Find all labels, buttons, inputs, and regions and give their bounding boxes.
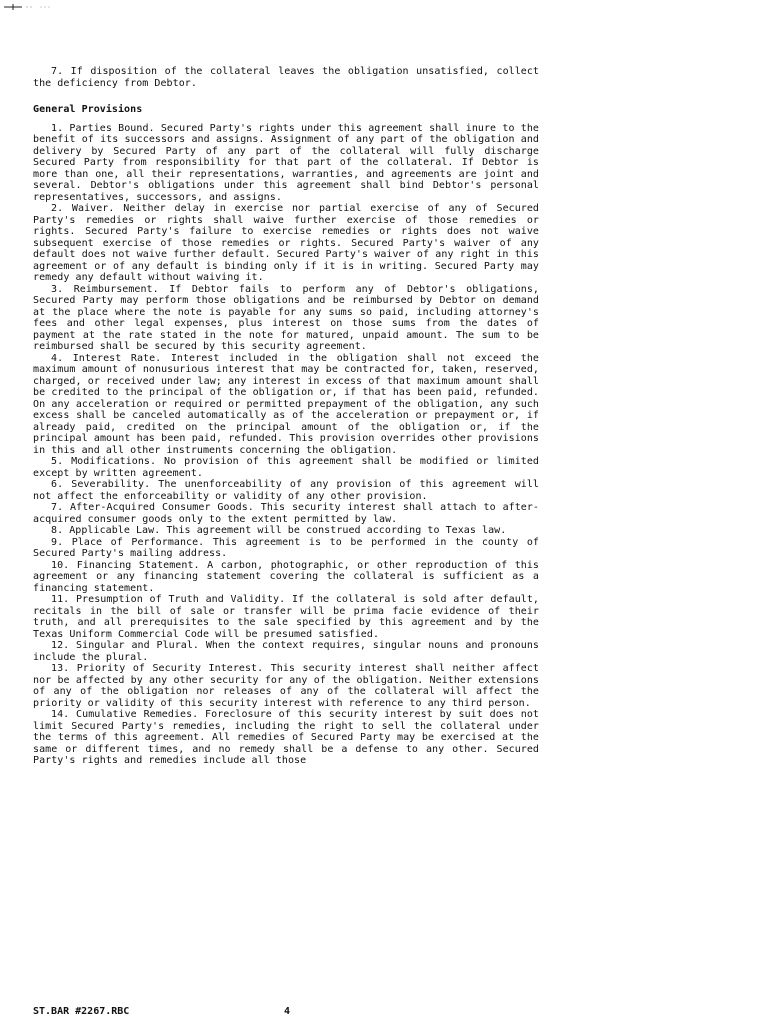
provision-presumption: 11. Presumption of Truth and Validity. If the collateral is sold after default, recitals in the bill of sale or transfer will be prima facie evidence of their truth, and all prerequisites to the sale specified by this agreement and by the Texas Uniform Commercial Code will be presumed satisfied. <box>33 594 539 640</box>
provision-applicable-law: 8. Applicable Law. This agreement will be construed according to Texas law. <box>51 525 507 536</box>
provision-interest-rate: 4. Interest Rate. Interest included in the obligation shall not exceed the maximum amount of nonusurious interest that may be contracted for, taken, reserved, charged, or received under law; any interest in excess of that maximum amount shall be credited to the principal of the obligation or, if that has been paid, refunded. On any acceleration or required or permitted prepayment of the obligation, any such excess shall be canceled automatically as of the acceleration or prepayment or, if already paid, credited on the principal amount of the obligation or, if the principal amount has been paid, refunded. This provision overrides other provisions in this and all other instruments concerning the obligation. <box>33 352 539 456</box>
provision-reimbursement: 3. Reimbursement. If Debtor fails to perform any of Debtor's obligations, Secured Party may perform those obligations and be reimbursed by Debtor on demand at the place where the note is payable for any sums so paid, including attorney's fees and other legal expenses, plus interest on those sums from the dates of payment at the rate stated in the note for matured, unpaid amount. The sum to be reimbursed shall be secured by this security agreement. <box>33 283 539 352</box>
scan-artifact-mark <box>4 4 50 10</box>
provision-waiver: 2. Waiver. Neither delay in exercise nor partial exercise of any of Secured Party's remedies or rights shall waive further exercise of those remedies or rights. Secured Party's failure to exercise remedies or rights does not waive subsequent exercise of those remedies or rights. Secured Party's waiver of any default does not waive further default. Secured Party's waiver of any right in this agreement or of any default is binding only if it is in writing. Secured Party may remedy any default without waiving it. <box>33 203 539 283</box>
provision-singular-plural: 12. Singular and Plural. When the context requires, singular nouns and pronouns include the plural. <box>33 640 539 663</box>
provision-modifications: 5. Modifications. No provision of this agreement shall be modified or limited except by written agreement. <box>33 456 539 479</box>
provision-severability: 6. Severability. The unenforceability of any provision of this agreement will not affect the enforceability or validity of any other provision. <box>33 479 539 502</box>
page-footer <box>33 1006 539 1017</box>
provision-parties-bound: 1. Parties Bound. Secured Party's rights under this agreement shall inure to the benefit of its successors and assigns. Assignment of any part of the obligation and delivery by Secured Party of any part of the collateral will fully discharge Secured Party from responsibility for that part of the collateral. If Debtor is more than one, all their representations, warranties, and agreements are joint and several. Debtor's obligations under this agreement shall bind Debtor's personal representatives, successors, and assigns. <box>33 122 539 203</box>
provision-priority: 13. Priority of Security Interest. This security interest shall neither affect nor be affected by any other security for any of the obligation. Neither extensions of any of the obligation nor releases of any of the collateral will affect the priority or validity of this security interest with reference to any third person. <box>33 663 539 709</box>
provision-financing-statement: 10. Financing Statement. A carbon, photographic, or other reproduction of this agreement or any financing statement covering the collateral is sufficient as a financing statement. <box>33 559 539 594</box>
provision-after-acquired-goods: 7. After-Acquired Consumer Goods. This security interest shall attach to after-acquired consumer goods only to the extent permitted by law. <box>33 502 539 525</box>
provision-place-of-performance: 9. Place of Performance. This agreement is to be performed in the county of Secured Party's mailing address. <box>33 536 539 559</box>
document-id: ST.BAR #2267.RBC <box>33 1006 130 1017</box>
page-number: 4 <box>284 1006 291 1017</box>
provision-cumulative-remedies: 14. Cumulative Remedies. Foreclosure of this security interest by suit does not limit Secured Party's remedies, including the right to sell the collateral under the terms of this agreement. All remedies of Secured Party may be exercised at the same or different times, and no remedy shall be a defense to any other. Secured Party's rights and remedies include all those <box>33 709 539 766</box>
intro-paragraph: 7. If disposition of the collateral leaves the obligation unsatisfied, collect the deficiency from Debtor. <box>33 66 539 89</box>
section-heading: General Provisions <box>33 104 143 115</box>
spacer <box>33 89 539 104</box>
document-body <box>33 66 539 767</box>
